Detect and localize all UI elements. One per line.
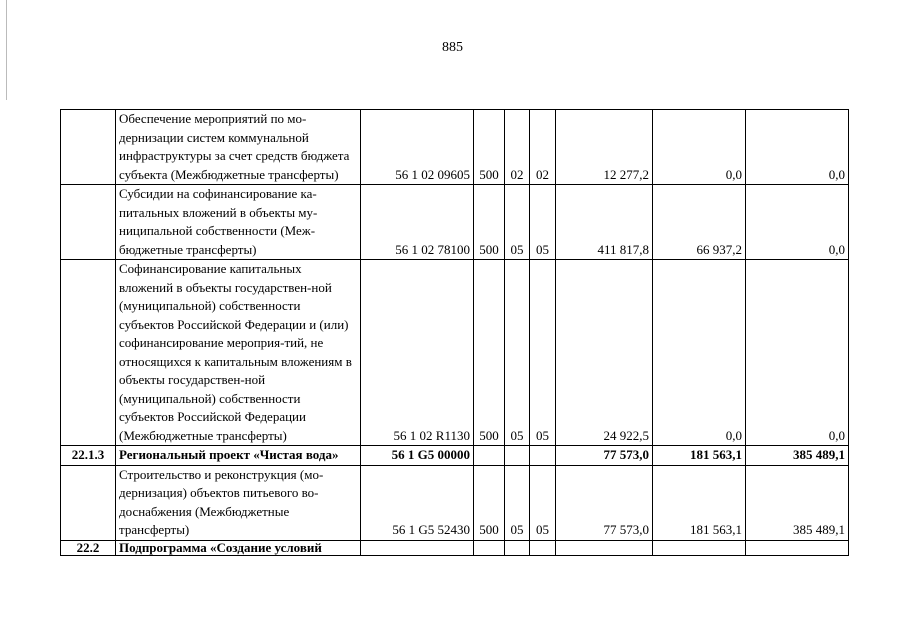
budget-code — [361, 540, 474, 555]
amount-year-1: 24 922,5 — [556, 260, 653, 446]
row-number: 22.1.3 — [61, 446, 116, 466]
row-number — [61, 260, 116, 446]
section-code — [505, 446, 530, 466]
amount-year-1: 77 573,0 — [556, 446, 653, 466]
table-row — [61, 260, 849, 446]
expense-type: 500 — [474, 260, 505, 446]
table-row — [61, 465, 849, 540]
row-description: Подпрограмма «Создание условий — [116, 540, 361, 555]
table-row — [61, 185, 849, 260]
budget-code: 56 1 G5 00000 — [361, 446, 474, 466]
amount-year-2: 0,0 — [653, 110, 746, 185]
table-row-subprogram — [61, 540, 849, 555]
budget-code: 56 1 02 R1130 — [361, 260, 474, 446]
amount-year-1: 77 573,0 — [556, 465, 653, 540]
subsection-code: 05 — [530, 185, 556, 260]
amount-year-1: 12 277,2 — [556, 110, 653, 185]
amount-year-2: 0,0 — [653, 260, 746, 446]
amount-year-2: 181 563,1 — [653, 446, 746, 466]
table-row — [61, 110, 849, 185]
amount-year-1 — [556, 540, 653, 555]
row-number — [61, 110, 116, 185]
row-description: Строительство и реконструкция (мо-дернизация) объектов питьевого во-доснабжения (Межбюджетные трансферты) — [116, 465, 361, 540]
amount-year-2: 181 563,1 — [653, 465, 746, 540]
amount-year-3: 0,0 — [746, 260, 849, 446]
subsection-code: 05 — [530, 465, 556, 540]
subsection-code — [530, 540, 556, 555]
budget-code: 56 1 G5 52430 — [361, 465, 474, 540]
amount-year-3: 0,0 — [746, 185, 849, 260]
row-number — [61, 465, 116, 540]
row-description: Субсидии на софинансирование ка-питальных вложений в объекты му-ниципальной собственности (Меж-бюджетные трансферты) — [116, 185, 361, 260]
amount-year-2 — [653, 540, 746, 555]
row-description: Софинансирование капитальных вложений в объекты государствен-ной (муниципальной) собственности субъектов Российской Федерации и (или) софинансирование мероприя-тий, не относящихся к капитальным вложениям в объекты государствен-ной (муниципальной) собственности субъектов Российской Федерации (Межбюджетные трансферты) — [116, 260, 361, 446]
amount-year-3: 385 489,1 — [746, 465, 849, 540]
subsection-code — [530, 446, 556, 466]
expense-type — [474, 446, 505, 466]
expense-type: 500 — [474, 185, 505, 260]
amount-year-3: 385 489,1 — [746, 446, 849, 466]
subsection-code: 05 — [530, 260, 556, 446]
page-number: 885 — [442, 40, 463, 55]
budget-table — [60, 109, 849, 556]
row-description: Обеспечение мероприятий по мо-дернизации систем коммунальной инфраструктуры за счет средств бюджета субъекта (Межбюджетные трансферты) — [116, 110, 361, 185]
budget-code: 56 1 02 09605 — [361, 110, 474, 185]
amount-year-3 — [746, 540, 849, 555]
budget-code: 56 1 02 78100 — [361, 185, 474, 260]
section-code: 05 — [505, 260, 530, 446]
expense-type: 500 — [474, 110, 505, 185]
amount-year-3: 0,0 — [746, 110, 849, 185]
amount-year-2: 66 937,2 — [653, 185, 746, 260]
amount-year-1: 411 817,8 — [556, 185, 653, 260]
row-description: Региональный проект «Чистая вода» — [116, 446, 361, 466]
section-code: 02 — [505, 110, 530, 185]
subsection-code: 02 — [530, 110, 556, 185]
row-number — [61, 185, 116, 260]
section-code: 05 — [505, 185, 530, 260]
expense-type — [474, 540, 505, 555]
section-code — [505, 540, 530, 555]
table-row-project — [61, 446, 849, 466]
section-code: 05 — [505, 465, 530, 540]
row-number: 22.2 — [61, 540, 116, 555]
expense-type: 500 — [474, 465, 505, 540]
